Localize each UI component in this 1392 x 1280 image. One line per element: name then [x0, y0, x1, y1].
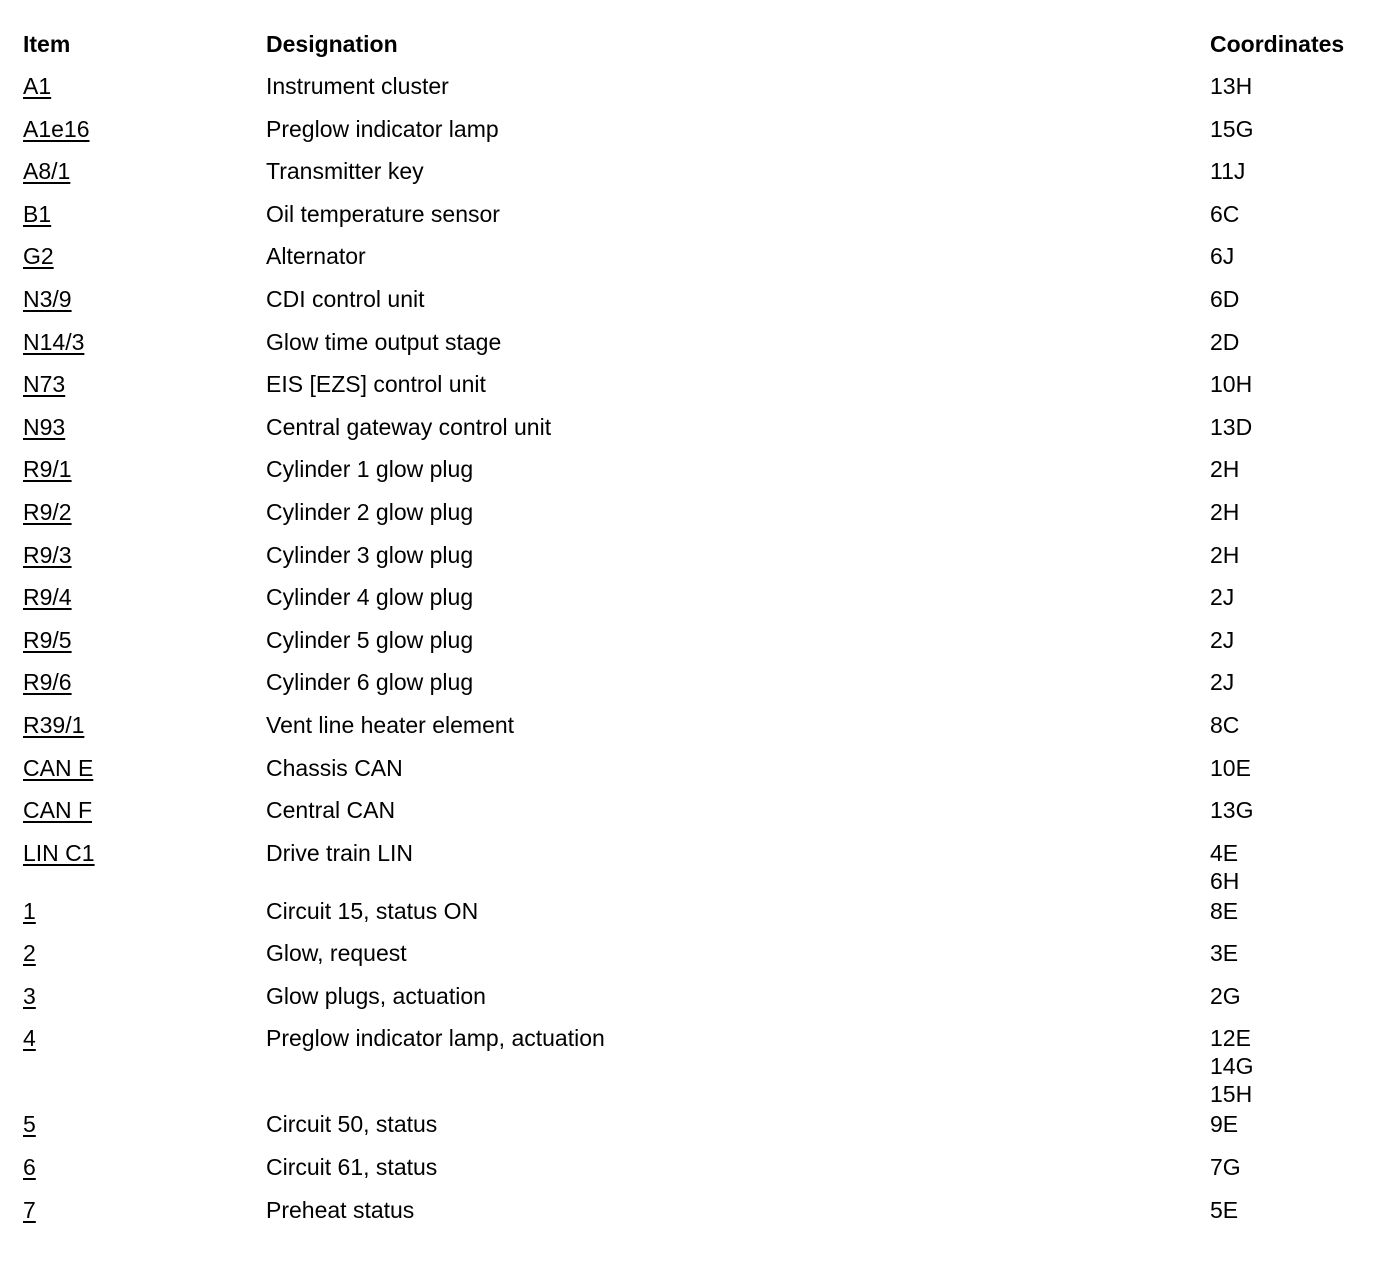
item-link[interactable]: 6	[23, 1154, 36, 1181]
item-cell	[23, 709, 266, 741]
designation-cell: CDI control unit	[266, 285, 425, 312]
item-cell	[23, 624, 266, 656]
header-designation: Designation	[266, 31, 398, 57]
item-link[interactable]: G2	[23, 243, 54, 270]
table-row	[23, 283, 1368, 326]
item-link[interactable]: N93	[23, 413, 66, 440]
item-link[interactable]: 2	[23, 940, 36, 967]
designation-cell: Alternator	[266, 243, 366, 270]
coordinates-cell	[1210, 283, 1368, 313]
legend-table	[23, 28, 1368, 1236]
item-cell	[23, 326, 266, 358]
table-row	[23, 1151, 1368, 1194]
coordinates-cell	[1210, 837, 1368, 895]
coordinate-value: 5E	[1210, 1196, 1239, 1223]
coordinate-value: 8C	[1210, 711, 1240, 738]
item-cell	[23, 453, 266, 485]
coordinates-cell	[1210, 581, 1368, 611]
item-cell	[23, 581, 266, 613]
item-link[interactable]: 1	[23, 897, 36, 924]
designation-cell: Transmitter key	[266, 158, 424, 185]
item-link[interactable]: 4	[23, 1025, 36, 1052]
coordinate-value: 2J	[1210, 584, 1235, 611]
table-header-row	[23, 28, 1368, 70]
coordinates-cell	[1210, 198, 1368, 228]
table-row	[23, 113, 1368, 156]
table-row	[23, 937, 1368, 980]
designation-cell: Preheat status	[266, 1196, 415, 1223]
coordinate-value: 6C	[1210, 200, 1240, 227]
item-link[interactable]: R9/4	[23, 584, 72, 611]
table-row	[23, 496, 1368, 539]
coordinates-cell	[1210, 1108, 1368, 1138]
item-cell	[23, 70, 266, 102]
table-row	[23, 411, 1368, 454]
coordinate-value: 2H	[1210, 498, 1240, 525]
item-cell	[23, 837, 266, 869]
coordinates-cell	[1210, 980, 1368, 1010]
table-row	[23, 453, 1368, 496]
coordinate-value: 2H	[1210, 541, 1240, 568]
coordinate-value: 11J	[1210, 158, 1246, 185]
item-cell	[23, 496, 266, 528]
item-link[interactable]: N14/3	[23, 328, 85, 355]
item-link[interactable]: LIN C1	[23, 839, 95, 866]
coordinates-cell	[1210, 240, 1368, 270]
item-link[interactable]: N3/9	[23, 285, 72, 312]
item-link[interactable]: 5	[23, 1111, 36, 1138]
item-cell	[23, 666, 266, 698]
coordinate-value: 2J	[1210, 626, 1235, 653]
item-link[interactable]: R9/6	[23, 669, 72, 696]
coordinate-value: 6J	[1210, 243, 1235, 270]
designation-cell: Glow plugs, actuation	[266, 982, 486, 1009]
table-row	[23, 1022, 1368, 1108]
coordinate-value: 6D	[1210, 285, 1240, 312]
table-row	[23, 895, 1368, 938]
designation-cell: Drive train LIN	[266, 839, 413, 866]
coordinate-value: 4E	[1210, 839, 1239, 866]
item-cell	[23, 937, 266, 969]
item-link[interactable]: A1	[23, 73, 52, 99]
item-cell	[23, 895, 266, 927]
table-row	[23, 666, 1368, 709]
item-cell	[23, 1022, 266, 1054]
coordinates-cell	[1210, 1194, 1368, 1224]
item-cell	[23, 539, 266, 571]
table-row	[23, 368, 1368, 411]
table-row	[23, 539, 1368, 582]
item-link[interactable]: R9/2	[23, 498, 72, 525]
designation-cell: Chassis CAN	[266, 754, 403, 781]
coordinates-cell	[1210, 368, 1368, 398]
coordinates-cell	[1210, 794, 1368, 824]
coordinates-cell	[1210, 709, 1368, 739]
item-link[interactable]: 3	[23, 982, 36, 1009]
designation-cell: Cylinder 2 glow plug	[266, 498, 474, 525]
coordinate-value: 2G	[1210, 982, 1241, 1009]
coordinate-value: 8E	[1210, 897, 1239, 924]
designation-cell: Circuit 50, status	[266, 1111, 438, 1138]
item-link[interactable]: R9/1	[23, 456, 72, 483]
item-cell	[23, 1194, 266, 1226]
table-row	[23, 70, 1368, 113]
coordinate-value: 12E	[1210, 1025, 1251, 1052]
item-cell	[23, 411, 266, 443]
table-row	[23, 980, 1368, 1023]
item-link[interactable]: R9/5	[23, 626, 72, 653]
item-cell	[23, 240, 266, 272]
item-link[interactable]: A1e16	[23, 115, 90, 142]
item-cell	[23, 794, 266, 826]
designation-cell: Instrument cluster	[266, 73, 449, 99]
coordinate-value: 13H	[1210, 73, 1253, 99]
coordinates-cell	[1210, 666, 1368, 696]
item-link[interactable]: A8/1	[23, 158, 71, 185]
designation-cell: Cylinder 5 glow plug	[266, 626, 474, 653]
designation-cell: Preglow indicator lamp	[266, 115, 499, 142]
coordinates-cell	[1210, 539, 1368, 569]
item-link[interactable]: N73	[23, 371, 66, 398]
coordinates-cell	[1210, 155, 1368, 185]
coordinates-cell	[1210, 895, 1368, 925]
coordinates-cell	[1210, 624, 1368, 654]
coordinate-value: 13D	[1210, 413, 1253, 440]
coordinates-cell	[1210, 752, 1368, 782]
coordinate-value: 3E	[1210, 940, 1239, 967]
item-cell	[23, 155, 266, 187]
designation-cell: Oil temperature sensor	[266, 200, 500, 227]
designation-cell: Glow, request	[266, 940, 407, 967]
coordinates-cell	[1210, 113, 1368, 143]
designation-cell: Cylinder 4 glow plug	[266, 584, 474, 611]
coordinates-cell	[1210, 496, 1368, 526]
item-cell	[23, 283, 266, 315]
coordinates-cell	[1210, 453, 1368, 483]
item-link[interactable]: B1	[23, 200, 52, 227]
coordinate-value: 6H	[1210, 867, 1240, 894]
coordinate-value: 15G	[1210, 115, 1254, 142]
coordinate-value: 9E	[1210, 1111, 1239, 1138]
header-coordinates: Coordinates	[1210, 31, 1345, 57]
designation-cell: Glow time output stage	[266, 328, 502, 355]
coordinate-value: 13G	[1210, 797, 1254, 824]
coordinate-value: 10H	[1210, 371, 1253, 398]
coordinate-value: 2J	[1210, 669, 1235, 696]
coordinates-cell	[1210, 1151, 1368, 1181]
table-row	[23, 240, 1368, 283]
coordinates-cell	[1210, 1022, 1368, 1108]
table-row	[23, 581, 1368, 624]
designation-cell: Preglow indicator lamp, actuation	[266, 1025, 605, 1052]
item-cell	[23, 198, 266, 230]
coordinate-value: 2D	[1210, 328, 1240, 355]
coordinate-value: 10E	[1210, 754, 1251, 781]
item-cell	[23, 113, 266, 145]
designation-cell: Central gateway control unit	[266, 413, 552, 440]
item-cell	[23, 980, 266, 1012]
designation-cell: Cylinder 3 glow plug	[266, 541, 474, 568]
item-link[interactable]: 7	[23, 1196, 36, 1223]
table-row	[23, 198, 1368, 241]
coordinates-cell	[1210, 411, 1368, 441]
coordinate-value: 2H	[1210, 456, 1240, 483]
item-cell	[23, 1151, 266, 1183]
header-item: Item	[23, 31, 71, 57]
item-link[interactable]: R39/1	[23, 711, 85, 738]
table-row	[23, 155, 1368, 198]
item-link[interactable]: CAN E	[23, 754, 94, 781]
item-link[interactable]: R9/3	[23, 541, 72, 568]
item-cell	[23, 752, 266, 784]
item-link[interactable]: CAN F	[23, 797, 92, 824]
table-row	[23, 794, 1368, 837]
coordinates-cell	[1210, 937, 1368, 967]
designation-cell: EIS [EZS] control unit	[266, 371, 486, 398]
table-row	[23, 752, 1368, 795]
designation-cell: Vent line heater element	[266, 711, 515, 738]
table-row	[23, 1194, 1368, 1237]
table-row	[23, 326, 1368, 369]
coordinates-cell	[1210, 70, 1368, 100]
item-cell	[23, 368, 266, 400]
coordinate-value: 7G	[1210, 1154, 1241, 1181]
coordinate-value: 14G	[1210, 1053, 1254, 1080]
item-cell	[23, 1108, 266, 1140]
coordinate-value: 15H	[1210, 1081, 1253, 1108]
designation-cell: Cylinder 6 glow plug	[266, 669, 474, 696]
coordinates-cell	[1210, 326, 1368, 356]
designation-cell: Cylinder 1 glow plug	[266, 456, 474, 483]
table-row	[23, 1108, 1368, 1151]
table-body	[23, 70, 1368, 1236]
table-row	[23, 709, 1368, 752]
table-row	[23, 624, 1368, 667]
designation-cell: Circuit 15, status ON	[266, 897, 479, 924]
designation-cell: Central CAN	[266, 797, 396, 824]
designation-cell: Circuit 61, status	[266, 1154, 438, 1181]
table-row	[23, 837, 1368, 895]
